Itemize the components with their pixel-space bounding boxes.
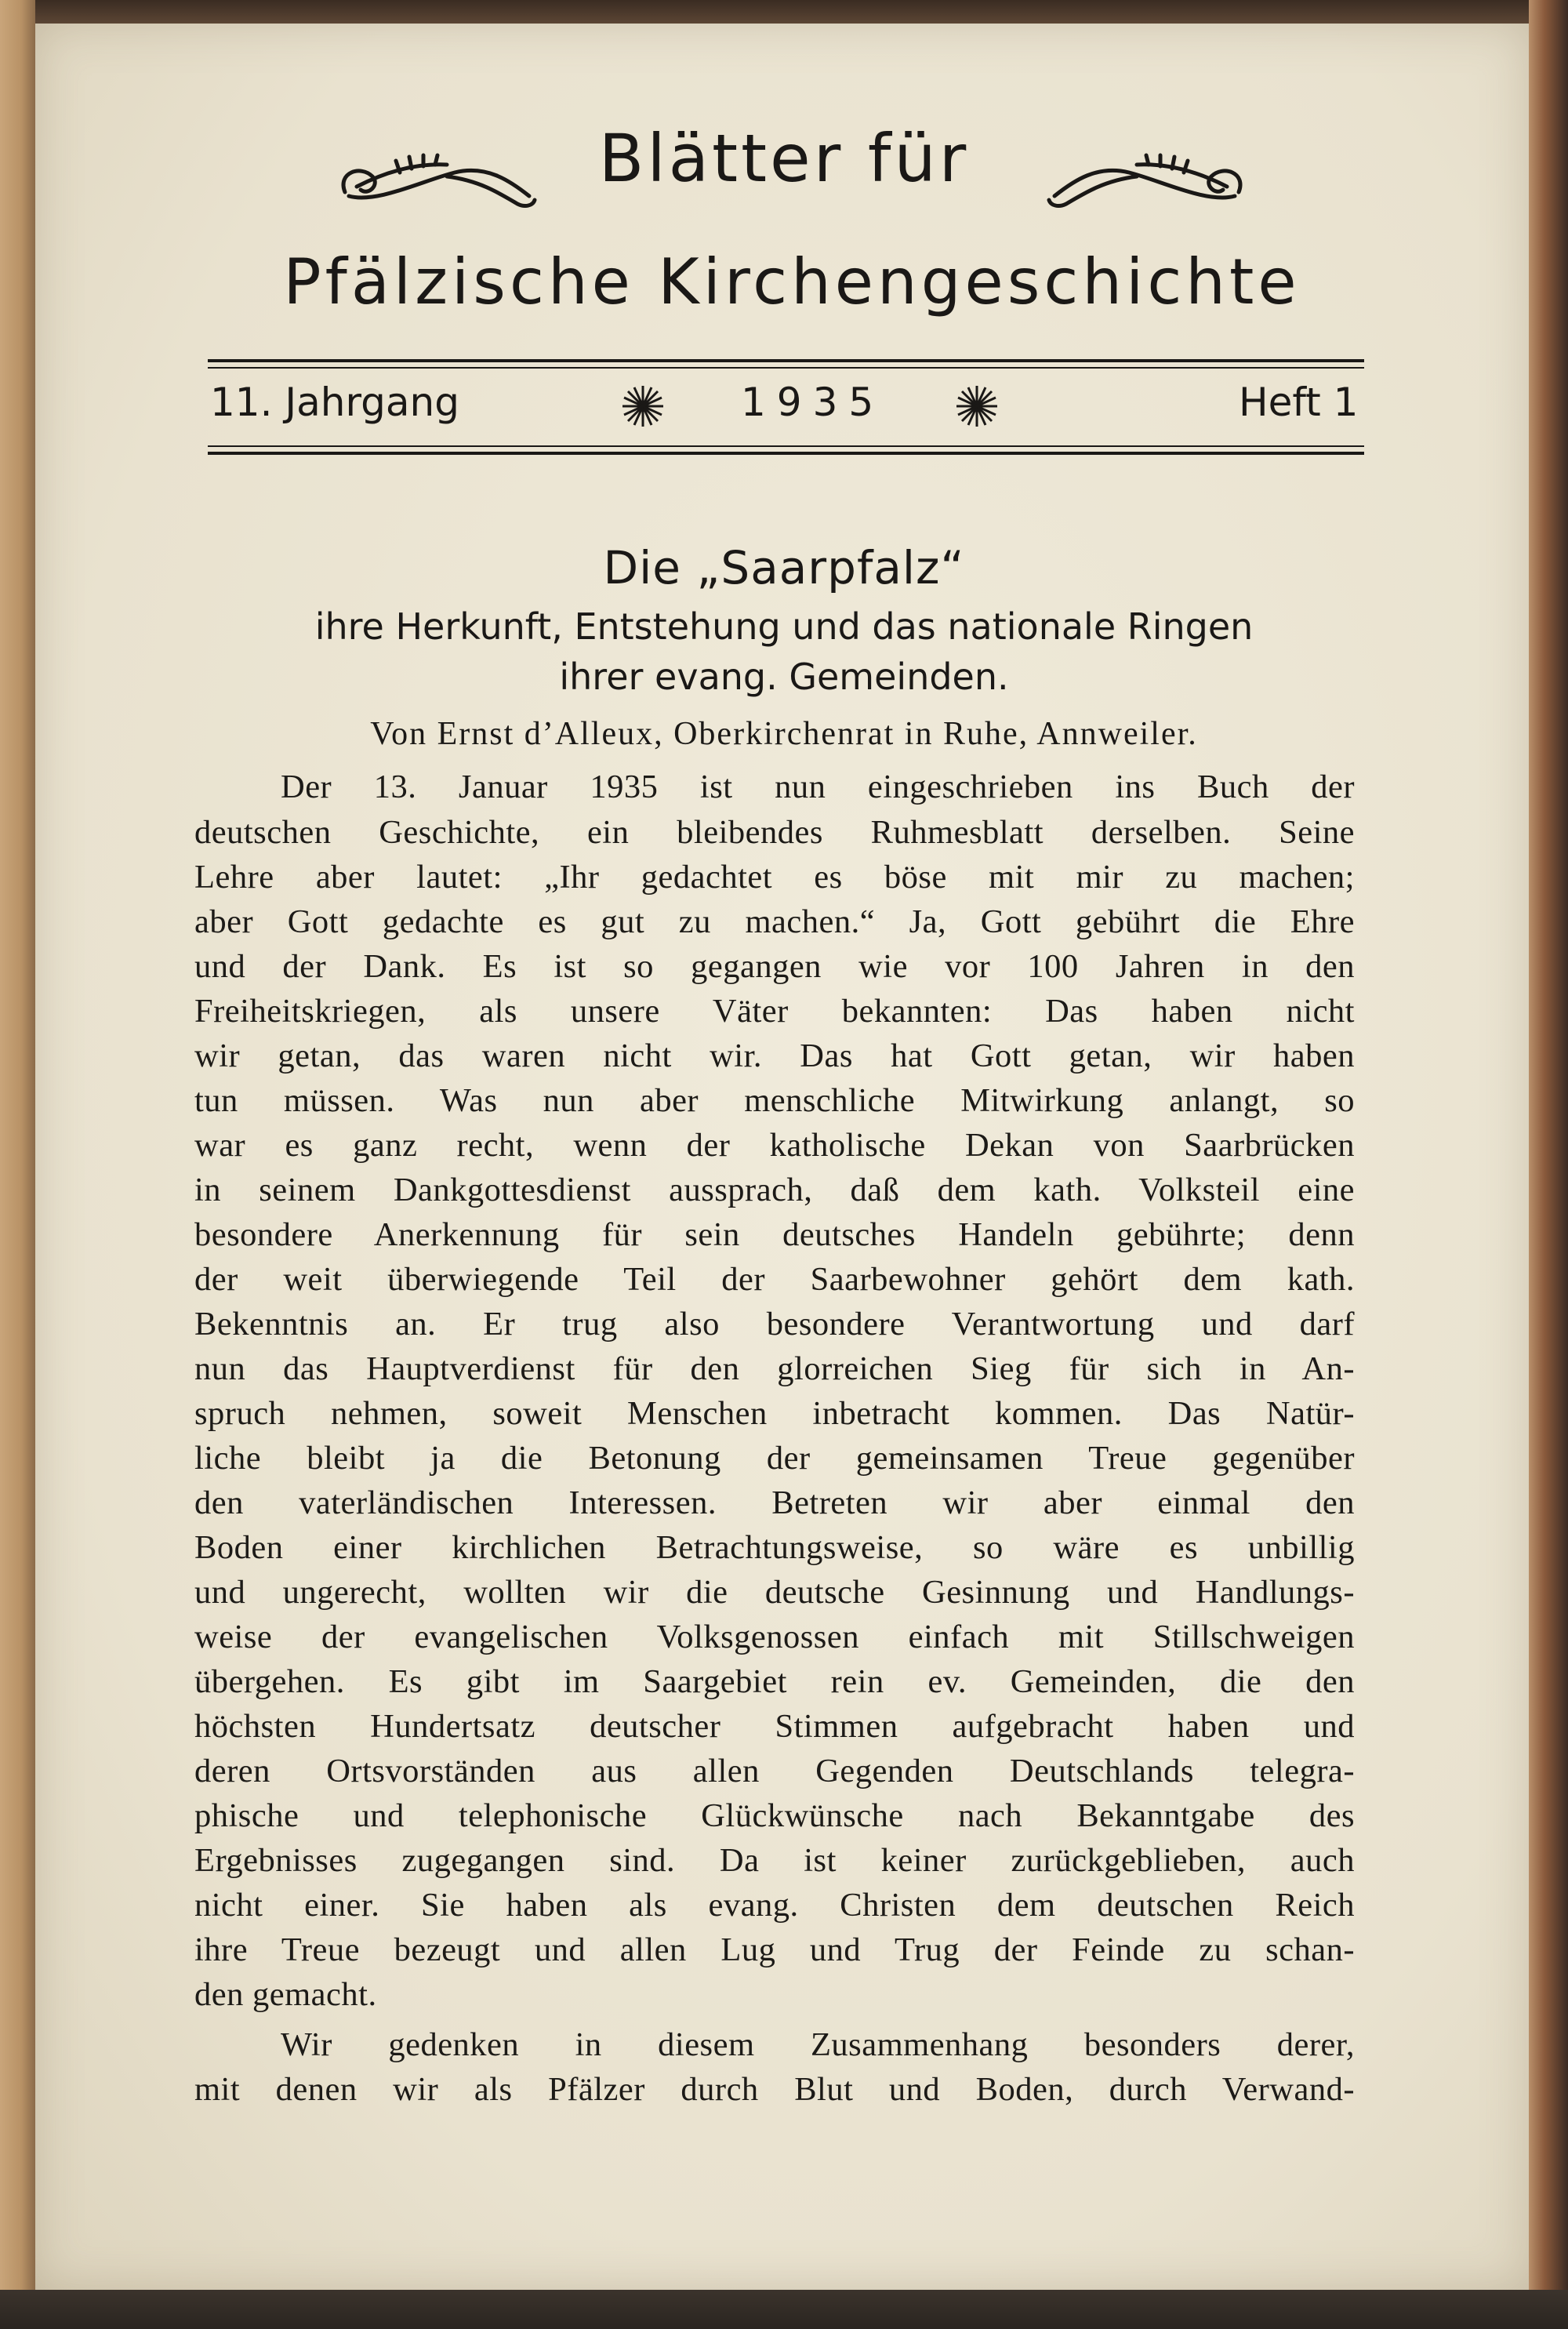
book-cover-bottom-edge bbox=[0, 2290, 1568, 2329]
volume-label: 11. Jahrgang bbox=[210, 380, 459, 425]
book-cover-left-edge bbox=[0, 0, 35, 2329]
body-line: deren Ortsvorständen aus allen Gegenden Deutschlands telegra- bbox=[194, 1753, 1355, 1789]
body-line: weise der evangelischen Volksgenossen einfach mit Stillschweigen bbox=[194, 1619, 1355, 1655]
body-line: Freiheitskriegen, als unsere Väter bekannten: Das haben nicht bbox=[194, 993, 1355, 1030]
body-line: der weit überwiegende Teil der Saarbewohner gehört dem kath. bbox=[194, 1261, 1355, 1298]
body-line: spruch nehmen, soweit Menschen inbetracht kommen. Das Natür- bbox=[194, 1395, 1355, 1432]
body-line: war es ganz recht, wenn der katholische Dekan von Saarbrücken bbox=[194, 1127, 1355, 1164]
body-line: nun das Hauptverdienst für den glorreichen Sieg für sich in An- bbox=[194, 1350, 1355, 1387]
masthead-rule-bottom-thin bbox=[208, 445, 1364, 447]
body-line: Boden einer kirchlichen Betrachtungsweise, so wäre es unbillig bbox=[194, 1529, 1355, 1566]
article-subtitle-line1: ihre Herkunft, Entstehung und das nationale Ringen bbox=[314, 605, 1254, 648]
body-line: Wir gedenken in diesem Zusammenhang besonders derer, bbox=[281, 2026, 1355, 2063]
body-line: wir getan, das waren nicht wir. Das hat Gott getan, wir haben bbox=[194, 1037, 1355, 1074]
article-byline: Von Ernst d’Alleux, Oberkirchenrat in Ruhe, Annweiler. bbox=[370, 716, 1198, 752]
body-line: liche bleibt ja die Betonung der gemeinsamen Treue gegenüber bbox=[194, 1440, 1355, 1477]
body-line: den vaterländischen Interessen. Betreten wir aber einmal den bbox=[194, 1484, 1355, 1521]
asterisk-star-icon bbox=[621, 384, 665, 428]
body-line: besondere Anerkennung für sein deutsches Handeln gebührte; denn bbox=[194, 1216, 1355, 1253]
asterisk-star-icon bbox=[955, 384, 999, 428]
year-label: 1935 bbox=[741, 380, 885, 425]
issue-label: Heft 1 bbox=[1239, 380, 1359, 425]
masthead-rule-bottom bbox=[208, 452, 1364, 455]
body-line: Bekenntnis an. Er trug also besondere Verantwortung und darf bbox=[194, 1306, 1355, 1343]
body-line: deutschen Geschichte, ein bleibendes Ruhmesblatt derselben. Seine bbox=[194, 814, 1355, 851]
journal-title-line2: Pfälzische Kirchengeschichte bbox=[283, 245, 1301, 318]
book-cover-top-edge bbox=[0, 0, 1568, 24]
body-line: Lehre aber lautet: „Ihr gedachtet es böse mit mir zu machen; bbox=[194, 859, 1355, 896]
body-line: und ungerecht, wollten wir die deutsche Gesinnung und Handlungs- bbox=[194, 1574, 1355, 1611]
book-cover-right-edge bbox=[1529, 0, 1568, 2329]
body-line: höchsten Hundertsatz deutscher Stimmen aufgebracht haben und bbox=[194, 1708, 1355, 1745]
article-subtitle-line2: ihrer evang. Gemeinden. bbox=[559, 656, 1009, 698]
body-line: Ergebnisses zugegangen sind. Da ist keiner zurückgeblieben, auch bbox=[194, 1842, 1355, 1879]
masthead-rule-top-thin bbox=[208, 367, 1364, 369]
body-line: nicht einer. Sie haben als evang. Christen dem deutschen Reich bbox=[194, 1887, 1355, 1924]
body-line: übergehen. Es gibt im Saargebiet rein ev. Gemeinden, die den bbox=[194, 1663, 1355, 1700]
body-line: tun müssen. Was nun aber menschliche Mitwirkung anlangt, so bbox=[194, 1082, 1355, 1119]
body-line: phische und telephonische Glückwünsche nach Bekanntgabe des bbox=[194, 1797, 1355, 1834]
article-title: Die „Saarpfalz“ bbox=[603, 541, 965, 594]
masthead-rule-top bbox=[208, 359, 1364, 362]
body-line: in seinem Dankgottesdienst aussprach, daß dem kath. Volksteil eine bbox=[194, 1172, 1355, 1208]
body-line: ihre Treue bezeugt und allen Lug und Trug der Feinde zu schan- bbox=[194, 1931, 1355, 1968]
body-line: aber Gott gedachte es gut zu machen.“ Ja, Gott gebührt die Ehre bbox=[194, 903, 1355, 940]
body-line: den gemacht. bbox=[194, 1976, 377, 2013]
body-line: und der Dank. Es ist so gegangen wie vor 100 Jahren in den bbox=[194, 948, 1355, 985]
journal-title-line1: Blätter für bbox=[598, 120, 970, 197]
body-line: Der 13. Januar 1935 ist nun eingeschrieben ins Buch der bbox=[281, 768, 1355, 805]
body-line: mit denen wir als Pfälzer durch Blut und Boden, durch Verwand- bbox=[194, 2071, 1355, 2108]
